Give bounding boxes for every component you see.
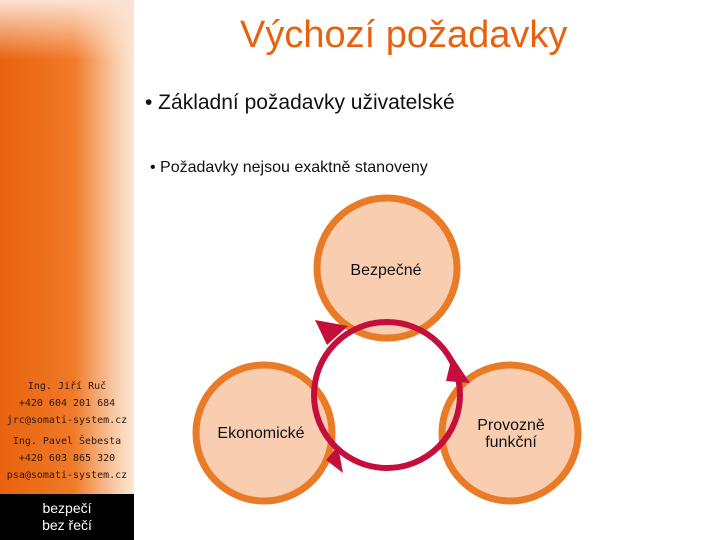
contact-email: jrc@somati-system.cz — [6, 415, 128, 426]
logo-line-1: bezpečí — [42, 500, 92, 516]
contact-phone: +420 604 201 684 — [18, 398, 116, 409]
contact-email: psa@somati-system.cz — [6, 470, 128, 481]
bullet-sub: • Požadavky nejsou exaktně stanoveny — [150, 159, 428, 176]
circle-label-functional — [455, 417, 567, 451]
circle-label-functional-line2: funkční — [485, 434, 537, 451]
cycle-ring — [314, 322, 460, 468]
contact-name: Ing. Pavel Šebesta — [12, 436, 122, 447]
circle-label-safe: Bezpečné — [350, 262, 422, 279]
circle-label-economic: Ekonomické — [217, 425, 305, 442]
logo-line-2: bez řečí — [42, 517, 92, 533]
contact-phone: +420 603 865 320 — [18, 453, 116, 464]
bullet-main: • Základní požadavky uživatelské — [145, 91, 455, 114]
contact-name: Ing. Jiří Ruč — [27, 381, 107, 392]
circle-label-functional-line1: Provozně — [477, 417, 545, 434]
slide-title: Výchozí požadavky — [240, 14, 568, 56]
